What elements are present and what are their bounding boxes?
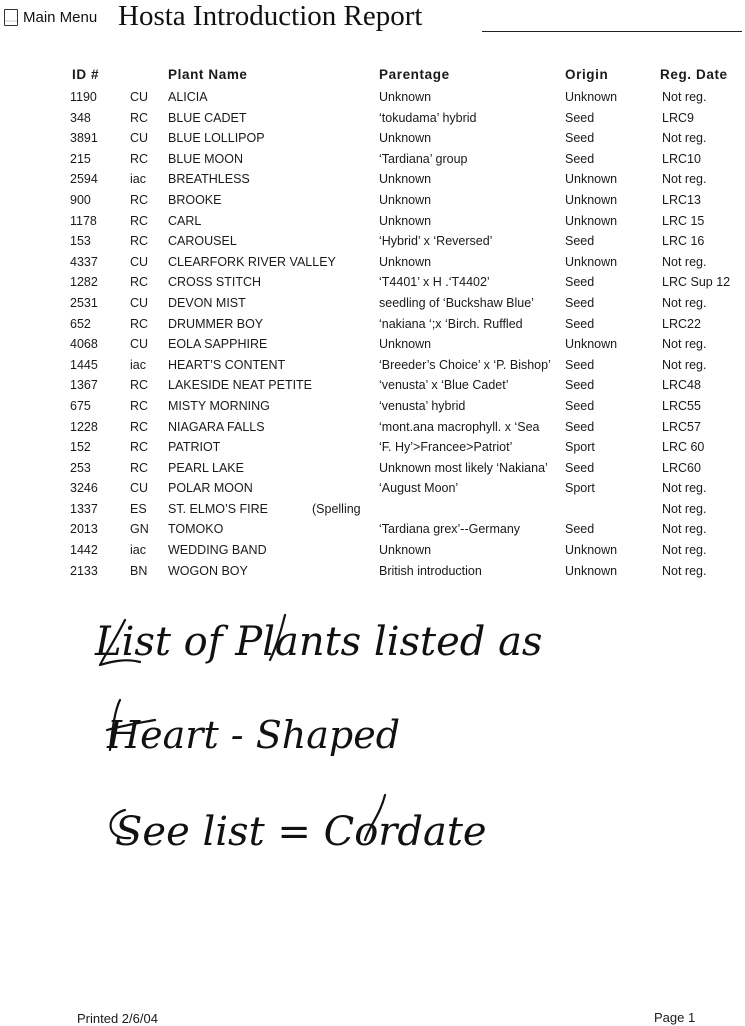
id-cell: 153 [70, 234, 91, 249]
id-cell: 215 [70, 151, 91, 166]
reg-date-cell: LRC 60 [662, 440, 705, 455]
reg-date-cell: Not reg. [662, 131, 707, 146]
report-header [0, 0, 745, 40]
name-cell: WOGON BOY [168, 563, 248, 578]
table-row [0, 273, 745, 294]
table-row [0, 109, 745, 130]
document-icon [4, 9, 18, 26]
origin-cell: Unknown [565, 563, 618, 578]
origin-cell: Unknown [565, 254, 618, 269]
reg-date-cell: LRC55 [662, 398, 701, 413]
id-cell: 152 [70, 440, 91, 455]
table-row [0, 150, 745, 171]
name-cell: CLEARFORK RIVER VALLEY [168, 254, 336, 269]
parentage-cell: Unknown most likely ‘Nakiana’ [379, 460, 548, 475]
table-row [0, 191, 745, 212]
id-cell: 2133 [70, 563, 98, 578]
reg-date-cell: LRC9 [662, 110, 694, 125]
parentage-cell: Unknown [379, 213, 432, 228]
name-cell: WEDDING BAND [168, 543, 267, 558]
origin-cell: Seed [565, 151, 595, 166]
name-cell: BLUE CADET [168, 110, 247, 125]
page-number: Page 1 [654, 1010, 696, 1025]
parentage-cell: Unknown [379, 337, 432, 352]
handwritten-line-2: Heart - Shaped [107, 713, 401, 757]
id-cell: 1337 [70, 501, 98, 516]
table-row [0, 541, 745, 562]
column-header-name: Plant Name [168, 67, 248, 82]
id-cell: 1178 [70, 213, 97, 228]
code-cell: RC [130, 234, 149, 249]
origin-cell: Seed [565, 316, 595, 331]
name-cell: DRUMMER BOY [168, 316, 264, 331]
reg-date-cell: LRC13 [662, 192, 701, 207]
id-cell: 1445 [70, 357, 98, 372]
id-cell: 2531 [70, 295, 98, 310]
id-cell: 3246 [70, 481, 98, 496]
parentage-cell: ‘nakiana ‘;x ‘Birch. Ruffled [379, 316, 523, 331]
origin-cell: Seed [565, 110, 595, 125]
origin-cell: Sport [565, 481, 595, 496]
code-cell: ES [130, 501, 147, 516]
id-cell: 1367 [70, 378, 98, 393]
reg-date-cell: LRC48 [662, 378, 701, 393]
note-cell: (Spelling [312, 501, 361, 516]
parentage-cell: British introduction [379, 563, 482, 578]
reg-date-cell: Not reg. [662, 522, 707, 537]
code-cell: CU [130, 295, 149, 310]
column-header-parentage: Parentage [379, 67, 450, 82]
code-cell: RC [130, 151, 149, 166]
name-cell: BROOKE [168, 192, 222, 207]
main-menu-label: Main Menu [23, 8, 98, 26]
name-cell: EOLA SAPPHIRE [168, 337, 268, 352]
handwritten-note [85, 600, 645, 870]
hosta-table [0, 66, 745, 582]
code-cell: iac [130, 543, 146, 558]
reg-date-cell: LRC Sup 12 [662, 275, 731, 290]
name-cell: ST. ELMO’S FIRE [168, 501, 269, 516]
origin-cell: Unknown [565, 172, 618, 187]
code-cell: RC [130, 398, 149, 413]
parentage-cell: ‘T4401’ x H .‘T4402’ [379, 275, 490, 290]
table-row [0, 376, 745, 397]
reg-date-cell: Not reg. [662, 172, 707, 187]
table-header-row [0, 66, 745, 88]
parentage-cell: ‘August Moon’ [379, 481, 459, 496]
origin-cell: Unknown [565, 192, 618, 207]
parentage-cell: ‘mont.ana macrophyll. x ‘Sea [379, 419, 540, 434]
reg-date-cell: LRC22 [662, 316, 701, 331]
parentage-cell: Unknown [379, 131, 432, 146]
parentage-cell: Unknown [379, 90, 432, 104]
origin-cell: Seed [565, 522, 595, 537]
reg-date-cell: Not reg. [662, 481, 707, 496]
parentage-cell: ‘Breeder’s Choice’ x ‘P. Bishop’ [379, 357, 551, 372]
parentage-cell: seedling of ‘Buckshaw Blue’ [379, 295, 534, 310]
table-row [0, 294, 745, 315]
name-cell: PATRIOT [168, 440, 221, 455]
name-cell: CARL [168, 213, 202, 228]
parentage-cell: ‘venusta’ hybrid [379, 398, 466, 413]
name-cell: CROSS STITCH [168, 275, 262, 290]
table-row [0, 397, 745, 418]
name-cell: BLUE MOON [168, 151, 244, 166]
origin-cell: Seed [565, 234, 595, 249]
origin-cell: Seed [565, 131, 595, 146]
id-cell: 253 [70, 460, 91, 475]
code-cell: RC [130, 213, 149, 228]
name-cell: LAKESIDE NEAT PETITE [168, 378, 313, 393]
id-cell: 2594 [70, 172, 98, 187]
name-cell: MISTY MORNING [168, 398, 270, 413]
code-cell: CU [130, 90, 149, 104]
code-cell: CU [130, 254, 149, 269]
parentage-cell: ‘tokudama’ hybrid [379, 110, 477, 125]
main-menu-button[interactable] [4, 6, 97, 28]
name-cell: TOMOKO [168, 522, 224, 537]
parentage-cell: Unknown [379, 192, 432, 207]
table-body [0, 88, 745, 582]
origin-cell: Sport [565, 440, 595, 455]
name-cell: HEART’S CONTENT [168, 357, 286, 372]
parentage-cell: ‘venusta’ x ‘Blue Cadet’ [379, 378, 509, 393]
parentage-cell: Unknown [379, 254, 432, 269]
code-cell: iac [130, 357, 146, 372]
id-cell: 900 [70, 192, 91, 207]
code-cell: CU [130, 481, 149, 496]
origin-cell: Unknown [565, 90, 618, 104]
origin-cell: Unknown [565, 337, 618, 352]
code-cell: RC [130, 378, 149, 393]
table-row [0, 335, 745, 356]
printed-date: Printed 2/6/04 [77, 1011, 158, 1026]
id-cell: 1190 [70, 90, 97, 104]
parentage-cell: ‘Tardiana grex’--Germany [379, 522, 521, 537]
origin-cell: Seed [565, 295, 595, 310]
name-cell: CAROUSEL [168, 234, 237, 249]
table-row [0, 129, 745, 150]
id-cell: 4337 [70, 254, 98, 269]
name-cell: PEARL LAKE [168, 460, 244, 475]
reg-date-cell: Not reg. [662, 563, 707, 578]
code-cell: RC [130, 275, 149, 290]
parentage-cell: ‘F. Hy’>Francee>Patriot’ [379, 440, 513, 455]
origin-cell: Seed [565, 460, 595, 475]
id-cell: 348 [70, 110, 91, 125]
origin-cell: Seed [565, 378, 595, 393]
table-row [0, 88, 745, 109]
reg-date-cell: Not reg. [662, 295, 707, 310]
reg-date-cell: LRC 15 [662, 213, 705, 228]
code-cell: CU [130, 131, 149, 146]
name-cell: BREATHLESS [168, 172, 250, 187]
reg-date-cell: LRC60 [662, 460, 701, 475]
id-cell: 1442 [70, 543, 98, 558]
code-cell: RC [130, 316, 149, 331]
parentage-cell: ‘Hybrid’ x ‘Reversed’ [379, 234, 493, 249]
table-row [0, 418, 745, 439]
id-cell: 1282 [70, 275, 98, 290]
parentage-cell: Unknown [379, 172, 432, 187]
table-row [0, 479, 745, 500]
id-cell: 1228 [70, 419, 98, 434]
code-cell: BN [130, 563, 148, 578]
table-row [0, 562, 745, 583]
table-row [0, 500, 745, 521]
name-cell: BLUE LOLLIPOP [168, 131, 265, 146]
code-cell: iac [130, 172, 146, 187]
table-row [0, 356, 745, 377]
reg-date-cell: LRC57 [662, 419, 701, 434]
table-row [0, 438, 745, 459]
handwritten-line-1: List of Plants listed as [95, 619, 543, 665]
origin-cell: Unknown [565, 543, 618, 558]
reg-date-cell: Not reg. [662, 501, 707, 516]
handwritten-line-3: See list = Cordate [115, 809, 487, 855]
origin-cell: Seed [565, 398, 595, 413]
id-cell: 652 [70, 316, 91, 331]
reg-date-cell: Not reg. [662, 337, 707, 352]
column-header-origin: Origin [565, 67, 609, 82]
column-header-id: ID # [72, 67, 100, 82]
report-title: Hosta Introduction Report [118, 0, 423, 32]
table-row [0, 170, 745, 191]
code-cell: GN [130, 522, 149, 537]
origin-cell: Seed [565, 357, 595, 372]
id-cell: 3891 [70, 131, 98, 146]
code-cell: RC [130, 440, 149, 455]
reg-date-cell: Not reg. [662, 254, 707, 269]
origin-cell: Seed [565, 275, 595, 290]
id-cell: 2013 [70, 522, 98, 537]
table-row [0, 315, 745, 336]
reg-date-cell: Not reg. [662, 357, 707, 372]
code-cell: RC [130, 110, 149, 125]
reg-date-cell: LRC10 [662, 151, 701, 166]
table-row [0, 459, 745, 480]
table-row [0, 232, 745, 253]
code-cell: CU [130, 337, 149, 352]
code-cell: RC [130, 460, 149, 475]
parentage-cell: Unknown [379, 543, 432, 558]
name-cell: POLAR MOON [168, 481, 253, 496]
reg-date-cell: LRC 16 [662, 234, 705, 249]
reg-date-cell: Not reg. [662, 90, 707, 104]
table-row [0, 520, 745, 541]
name-cell: NIAGARA FALLS [168, 419, 265, 434]
reg-date-cell: Not reg. [662, 543, 707, 558]
name-cell: ALICIA [168, 90, 208, 104]
table-row [0, 212, 745, 233]
id-cell: 675 [70, 398, 91, 413]
code-cell: RC [130, 419, 149, 434]
table-row [0, 253, 745, 274]
parentage-cell: ‘Tardiana’ group [379, 151, 468, 166]
origin-cell: Unknown [565, 213, 618, 228]
column-header-reg-date: Reg. Date [660, 67, 728, 82]
code-cell: RC [130, 192, 149, 207]
name-cell: DEVON MIST [168, 295, 246, 310]
id-cell: 4068 [70, 337, 98, 352]
title-underline [482, 31, 742, 32]
origin-cell: Seed [565, 419, 595, 434]
